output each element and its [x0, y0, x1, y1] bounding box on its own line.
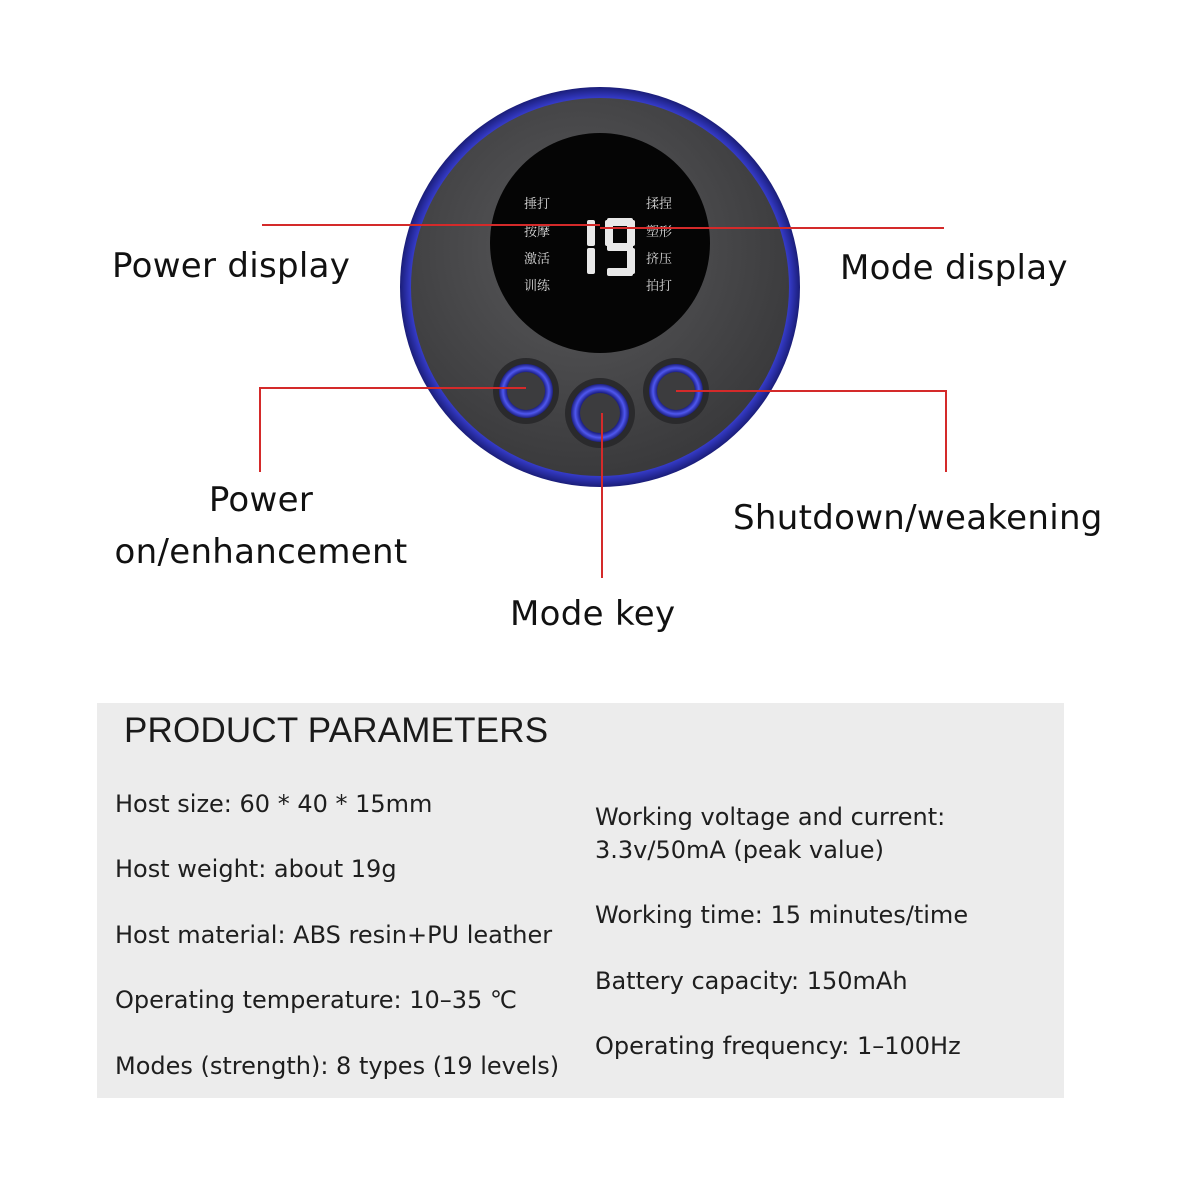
- mode-key-button[interactable]: [565, 378, 635, 448]
- param-modes: Modes (strength): 8 types (19 levels): [115, 1052, 560, 1080]
- label-mode-key: Mode key: [510, 594, 676, 634]
- label-shutdown-weakening: Shutdown/weakening: [733, 498, 1103, 538]
- mode-label-right-1: 揉捏: [646, 197, 673, 212]
- digit-segment: [607, 268, 633, 276]
- digit-segment: [587, 220, 595, 246]
- param-operating-frequency: Operating frequency: 1–100Hz: [595, 1032, 961, 1060]
- mode-label-left-4: 训练: [524, 279, 551, 294]
- mode-label-right-2: 塑形: [646, 225, 673, 240]
- digit-segment: [605, 220, 613, 246]
- param-working-voltage-value: 3.3v/50mA (peak value): [595, 836, 884, 864]
- power-enhancement-button[interactable]: [493, 358, 559, 424]
- digit-segment: [607, 243, 633, 251]
- param-operating-temperature: Operating temperature: 10–35 ℃: [115, 986, 517, 1014]
- digit-segment: [587, 248, 595, 274]
- param-host-size: Host size: 60 * 40 * 15mm: [115, 790, 433, 818]
- param-working-voltage-label: Working voltage and current:: [595, 803, 946, 831]
- mode-label-right-4: 拍打: [646, 279, 673, 294]
- params-title: PRODUCT PARAMETERS: [124, 711, 549, 750]
- digit-segment: [627, 220, 635, 246]
- mode-label-left-3: 激活: [524, 252, 551, 267]
- param-working-time: Working time: 15 minutes/time: [595, 901, 969, 929]
- product-parameters-panel: [97, 703, 1064, 1098]
- label-power-on-line2: on/enhancement: [114, 532, 408, 572]
- lcd-screen: [490, 133, 710, 353]
- param-host-material: Host material: ABS resin+PU leather: [115, 921, 553, 949]
- label-power-on-enhancement: [100, 474, 422, 578]
- label-power-on-line1: Power: [208, 480, 314, 520]
- label-mode-display: Mode display: [840, 248, 1068, 288]
- param-battery-capacity: Battery capacity: 150mAh: [595, 967, 908, 995]
- param-host-weight: Host weight: about 19g: [115, 855, 397, 883]
- mode-label-left-1: 捶打: [524, 197, 551, 212]
- mode-label-left-2: 按摩: [524, 225, 551, 240]
- mode-label-right-3: 挤压: [646, 252, 673, 267]
- label-power-display: Power display: [112, 246, 351, 286]
